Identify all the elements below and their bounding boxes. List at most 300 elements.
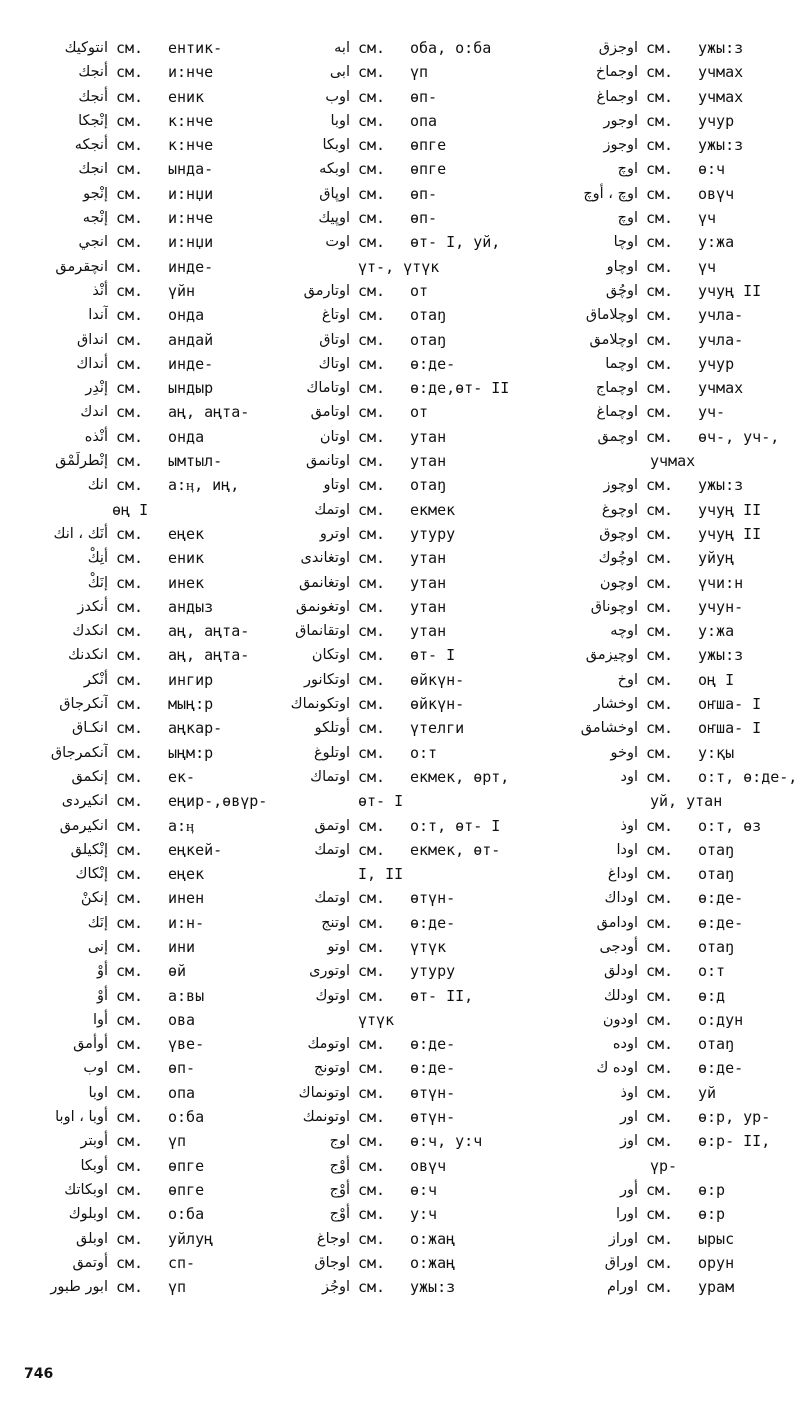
reference-target: у:ч [410, 1205, 438, 1224]
arabic-headword: اوتاماك [306, 380, 350, 397]
see-reference-label: см. [116, 1180, 144, 1199]
dictionary-entry [4, 85, 254, 109]
see-reference-label: см. [646, 1010, 674, 1029]
dictionary-entry [562, 1032, 802, 1056]
reference-target: ө:де- [410, 1035, 456, 1054]
reference-target: учуң II [698, 281, 762, 300]
arabic-headword: أور [619, 1181, 638, 1198]
dictionary-entry [272, 1032, 542, 1056]
dictionary-entry [562, 814, 802, 838]
arabic-headword: اوراز [608, 1230, 638, 1247]
see-reference-label: см. [358, 63, 386, 82]
see-reference-label: см. [116, 330, 144, 349]
arabic-headword: اوتانمق [306, 453, 350, 470]
arabic-headword: اوج [329, 1133, 350, 1150]
dictionary-entry [562, 984, 802, 1008]
arabic-headword: اوتاق [319, 331, 350, 348]
see-reference-label: см. [358, 937, 386, 956]
see-reference-label: см. [646, 622, 674, 641]
see-reference-label: см. [646, 306, 674, 325]
dictionary-entry [4, 862, 254, 886]
dictionary-entry [562, 1251, 802, 1275]
arabic-headword: اوت [325, 234, 350, 251]
dictionary-entry [272, 1251, 542, 1275]
see-reference-label: см. [358, 184, 386, 203]
see-reference-label: см. [646, 597, 674, 616]
reference-target: ө:р- II, [698, 1132, 771, 1151]
entry-continuation: уй, утан [650, 792, 723, 811]
see-reference-label: см. [116, 257, 144, 276]
arabic-headword: أوبتر [80, 1133, 108, 1150]
reference-target: инек [168, 573, 205, 592]
dictionary-entry [562, 546, 802, 570]
arabic-headword: اوتاك [318, 355, 350, 372]
entry-continuation: I, II [358, 865, 404, 884]
reference-target: отаŋ [698, 937, 735, 956]
dictionary-entry [562, 1056, 802, 1080]
reference-target: уч- [698, 403, 726, 422]
reference-target: учур [698, 354, 735, 373]
arabic-headword: اوخشامق [580, 720, 638, 737]
dictionary-entry [4, 959, 254, 983]
arabic-headword: إنى [87, 938, 108, 955]
reference-target: ужы:з [698, 39, 744, 57]
see-reference-label: см. [646, 160, 674, 179]
dictionary-entry [562, 692, 802, 716]
dictionary-entry [562, 595, 802, 619]
dictionary-entry [4, 255, 254, 279]
see-reference-label: см. [116, 767, 144, 786]
see-reference-label: см. [116, 184, 144, 203]
see-reference-label: см. [116, 1035, 144, 1054]
dictionary-entry [4, 425, 254, 449]
dictionary-entry [562, 765, 802, 789]
reference-target: ө:р, ур- [698, 1108, 771, 1127]
reference-target: утан [410, 622, 447, 641]
see-reference-label: см. [646, 865, 674, 884]
arabic-headword: اوتكونماك [290, 696, 350, 713]
reference-target: оба, о:ба [410, 39, 492, 57]
arabic-headword: إنْكاك [75, 866, 108, 883]
dictionary-entry [562, 1202, 802, 1226]
arabic-headword: اوچماغ [596, 404, 638, 421]
dictionary-entry [272, 546, 542, 570]
arabic-headword: اوچوغ [601, 501, 638, 518]
see-reference-label: см. [646, 1035, 674, 1054]
arabic-headword: اوچلامق [589, 331, 638, 348]
see-reference-label: см. [116, 427, 144, 446]
see-reference-label: см. [646, 63, 674, 82]
arabic-headword: أوْ [96, 987, 108, 1004]
arabic-headword: أوتلكو [314, 720, 350, 737]
dictionary-entry [4, 1129, 254, 1153]
reference-target: ырыс [698, 1229, 735, 1248]
see-reference-label: см. [646, 670, 674, 689]
arabic-headword: إنَك [87, 914, 108, 931]
dictionary-entry [272, 814, 542, 838]
see-reference-label: см. [116, 962, 144, 981]
see-reference-label: см. [116, 379, 144, 398]
see-reference-label: см. [646, 937, 674, 956]
see-reference-label: см. [116, 306, 144, 325]
arabic-headword: اندك [80, 404, 108, 421]
reference-target: еник [168, 549, 205, 568]
reference-target: о:т, ө:де-, [698, 767, 798, 786]
reference-target: ө:де- [410, 913, 456, 932]
reference-target: оҥша- I [698, 695, 762, 714]
see-reference-label: см. [646, 573, 674, 592]
arabic-headword: اوجاق [314, 1254, 350, 1271]
arabic-headword: اوتوك [315, 987, 350, 1004]
see-reference-label: см. [116, 281, 144, 300]
dictionary-entry [272, 741, 542, 765]
reference-target: опа [410, 111, 438, 130]
reference-target: өп- [410, 184, 438, 203]
arabic-headword: ابور طبور [50, 1279, 108, 1296]
arabic-headword: آنكرجاق [59, 696, 108, 713]
reference-target: инен [168, 889, 205, 908]
reference-target: ымтыл- [168, 452, 223, 471]
reference-target: учуң II [698, 524, 762, 543]
reference-target: өпге [168, 1156, 205, 1175]
see-reference-label: см. [358, 330, 386, 349]
dictionary-entry [272, 692, 542, 716]
entry-continuation: учмах [650, 452, 696, 471]
reference-target: өтүн- [410, 889, 456, 908]
arabic-headword: اوبا [330, 112, 350, 129]
arabic-headword: انكيردى [61, 793, 108, 810]
arabic-headword: اوتارمق [303, 282, 350, 299]
dictionary-entry [4, 60, 254, 84]
reference-target: отаŋ [410, 330, 447, 349]
reference-target: ыңм:р [168, 743, 214, 762]
see-reference-label: см. [646, 184, 674, 203]
reference-target: утуру [410, 962, 456, 981]
see-reference-label: см. [358, 1156, 386, 1175]
arabic-headword: أنكدز [77, 598, 108, 615]
see-reference-label: см. [116, 743, 144, 762]
arabic-headword: انك [87, 477, 108, 494]
see-reference-label: см. [358, 1132, 386, 1151]
dictionary-entry [272, 1081, 542, 1105]
dictionary-entry [4, 328, 254, 352]
dictionary-entry [272, 60, 542, 84]
reference-target: ө:ч [698, 160, 726, 179]
arabic-headword: اوتان [319, 428, 350, 445]
arabic-headword: أوْج [329, 1206, 350, 1223]
reference-target: еңкей- [168, 840, 223, 859]
dictionary-entry [272, 911, 542, 935]
see-reference-label: см. [646, 354, 674, 373]
see-reference-label: см. [358, 646, 386, 665]
see-reference-label: см. [116, 1059, 144, 1078]
dictionary-entry [4, 911, 254, 935]
dictionary-entry [272, 157, 542, 181]
arabic-headword: اوراق [604, 1254, 638, 1271]
reference-target: от [410, 403, 429, 422]
arabic-headword: اوتكانور [303, 671, 350, 688]
see-reference-label: см. [358, 1229, 386, 1248]
reference-target: учун- [698, 597, 744, 616]
reference-target: үп [410, 63, 429, 82]
arabic-headword: أنْذه [84, 428, 108, 445]
see-reference-label: см. [116, 670, 144, 689]
reference-target: өпге [410, 160, 447, 179]
dictionary-entry [562, 133, 802, 157]
dictionary-entry [562, 109, 802, 133]
reference-target: онда [168, 427, 205, 446]
reference-target: ек- [168, 767, 196, 786]
dictionary-entry [4, 692, 254, 716]
reference-target: ужы:з [698, 646, 744, 665]
dictionary-entry [562, 1081, 802, 1105]
see-reference-label: см. [646, 233, 674, 252]
reference-target: ындa- [168, 160, 214, 179]
dictionary-entry [272, 400, 542, 424]
see-reference-label: см. [358, 1108, 386, 1127]
reference-target: өпге [168, 1180, 205, 1199]
dictionary-entry [272, 206, 542, 230]
reference-target: үп [168, 1132, 187, 1151]
dictionary-entry [272, 109, 542, 133]
arabic-headword: اوداغ [607, 866, 638, 883]
see-reference-label: см. [358, 913, 386, 932]
arabic-headword: اوذ [620, 817, 638, 834]
see-reference-label: см. [116, 1253, 144, 1272]
reference-target: екмек, өт- [410, 840, 501, 859]
see-reference-label: см. [358, 476, 386, 495]
arabic-headword: اوتمق [314, 817, 350, 834]
see-reference-label: см. [116, 1108, 144, 1127]
reference-target: отаŋ [698, 865, 735, 884]
see-reference-label: см. [358, 986, 386, 1005]
reference-target: утан [410, 452, 447, 471]
see-reference-label: см. [358, 136, 386, 155]
see-reference-label: см. [358, 87, 386, 106]
see-reference-label: см. [116, 1229, 144, 1248]
dictionary-entry [272, 352, 542, 376]
reference-target: өтүн- [410, 1108, 456, 1127]
arabic-headword: اوتمك [314, 890, 350, 907]
dictionary-entry [272, 1154, 542, 1178]
arabic-headword: اوچيزمق [585, 647, 638, 664]
dictionary-entry [4, 182, 254, 206]
dictionary-entry [272, 595, 542, 619]
dictionary-entry [562, 328, 802, 352]
see-reference-label: см. [646, 1278, 674, 1297]
dictionary-entry [4, 765, 254, 789]
dictionary-entry [272, 182, 542, 206]
dictionary-entry [562, 619, 802, 643]
reference-target: овүч [410, 1156, 447, 1175]
see-reference-label: см. [646, 524, 674, 543]
arabic-headword: إنَكْ [87, 574, 108, 591]
reference-target: еник [168, 87, 205, 106]
dictionary-entry [4, 1056, 254, 1080]
arabic-headword: اوجماغ [596, 88, 638, 105]
arabic-headword: اوچمق [597, 428, 638, 445]
see-reference-label: см. [358, 354, 386, 373]
reference-target: өч-, уч-, [698, 427, 780, 446]
dictionary-entry [4, 571, 254, 595]
see-reference-label: см. [116, 1156, 144, 1175]
reference-target: у:қы [698, 743, 735, 762]
arabic-headword: انكيرمق [59, 817, 108, 834]
see-reference-label: см. [646, 257, 674, 276]
arabic-headword: أوتمق [72, 1254, 108, 1271]
see-reference-label: см. [116, 937, 144, 956]
see-reference-label: см. [646, 39, 674, 57]
reference-target: а:вы [168, 986, 205, 1005]
dictionary-entry [4, 595, 254, 619]
arabic-headword: اوپيك [318, 210, 350, 227]
see-reference-label: см. [116, 476, 144, 495]
see-reference-label: см. [646, 209, 674, 228]
arabic-headword: اوجاغ [316, 1230, 350, 1247]
reference-target: и:нџи [168, 233, 214, 252]
arabic-headword: اوتغونمق [295, 598, 350, 615]
reference-target: отаŋ [698, 1035, 735, 1054]
see-reference-label: см. [358, 111, 386, 130]
see-reference-label: см. [358, 962, 386, 981]
entry-continuation: үтүк [358, 1010, 395, 1029]
dictionary-entry [272, 328, 542, 352]
dictionary-entry [562, 157, 802, 181]
arabic-headword: اوتو [327, 938, 350, 955]
arabic-headword: اوتقانماق [295, 623, 350, 640]
dictionary-entry [562, 279, 802, 303]
arabic-headword: اوبلق [76, 1230, 108, 1247]
arabic-headword: اوچلاماق [585, 307, 638, 324]
dictionary-entry [562, 1105, 802, 1129]
see-reference-label: см. [116, 1205, 144, 1224]
see-reference-label: см. [646, 816, 674, 835]
dictionary-entry [562, 498, 802, 522]
dictionary-entry [562, 1008, 802, 1032]
dictionary-entry [562, 1275, 802, 1299]
reference-target: үтелги [410, 719, 465, 738]
see-reference-label: см. [646, 1083, 674, 1102]
arabic-headword: انداق [77, 331, 108, 348]
reference-target: учуң II [698, 500, 762, 519]
dictionary-entry [272, 668, 542, 692]
dictionary-entry [272, 765, 542, 789]
dictionary-entry [4, 789, 268, 813]
reference-target: уй [698, 1083, 717, 1102]
see-reference-label: см. [646, 549, 674, 568]
dictionary-entry [562, 376, 802, 400]
reference-target: еңек [168, 524, 205, 543]
reference-target: аң, аңта- [168, 622, 250, 641]
see-reference-label: см. [116, 1083, 144, 1102]
reference-target: өт- I, уй, [410, 233, 501, 252]
page-number: 746 [24, 1366, 54, 1382]
dictionary-entry [272, 36, 542, 60]
dictionary-entry [4, 546, 254, 570]
arabic-headword: انكدنك [68, 647, 108, 664]
see-reference-label: см. [646, 136, 674, 155]
see-reference-label: см. [358, 160, 386, 179]
reference-target: ө:р [698, 1205, 726, 1224]
reference-target: өт- II, [410, 986, 474, 1005]
dictionary-entry [272, 473, 542, 497]
arabic-headword: اوب [83, 1060, 108, 1077]
entry-continuation: өң I [112, 500, 149, 519]
dictionary-entry [4, 36, 254, 60]
arabic-headword: أوْج [329, 1157, 350, 1174]
dictionary-entry [562, 425, 802, 449]
arabic-headword: إنْكيلق [70, 841, 108, 858]
arabic-headword: اودا [616, 841, 638, 858]
dictionary-entry [562, 886, 802, 910]
see-reference-label: см. [116, 354, 144, 373]
see-reference-label: см. [646, 427, 674, 446]
dictionary-entry [562, 255, 802, 279]
arabic-headword: اوچوق [599, 525, 638, 542]
reference-target: учмах [698, 63, 744, 82]
arabic-headword: إنكنْ [80, 890, 108, 907]
reference-target: ентик- [168, 39, 223, 57]
reference-target: и:нџи [168, 184, 214, 203]
arabic-headword: اوجور [603, 112, 638, 129]
reference-target: өй [168, 962, 187, 981]
arabic-headword: اوچه [610, 623, 638, 640]
arabic-headword: اوبلوك [68, 1206, 108, 1223]
see-reference-label: см. [646, 1253, 674, 1272]
see-reference-label: см. [358, 695, 386, 714]
see-reference-label: см. [116, 695, 144, 714]
reference-target: онда [168, 306, 205, 325]
see-reference-label: см. [646, 403, 674, 422]
reference-target: о:т, өз [698, 816, 762, 835]
arabic-headword: انتوكيك [64, 40, 108, 56]
reference-target: аң, аңта- [168, 403, 250, 422]
reference-target: өйкүн- [410, 695, 465, 714]
see-reference-label: см. [116, 111, 144, 130]
dictionary-entry [272, 449, 542, 473]
reference-target: өпге [410, 136, 447, 155]
arabic-headword: أنجك [78, 64, 108, 81]
dictionary-entry [4, 668, 254, 692]
arabic-headword: اوتمك [314, 841, 350, 858]
dictionary-entry [272, 1202, 542, 1226]
dictionary-entry [4, 643, 254, 667]
see-reference-label: см. [646, 1132, 674, 1151]
arabic-headword: إنْجكا [78, 112, 108, 129]
dictionary-entry [562, 911, 802, 935]
see-reference-label: см. [116, 913, 144, 932]
arabic-headword: اودلق [604, 963, 638, 980]
see-reference-label: см. [116, 840, 144, 859]
arabic-headword: أوأمق [73, 1036, 108, 1053]
dictionary-entry [4, 1008, 254, 1032]
see-reference-label: см. [646, 379, 674, 398]
arabic-headword: اوتونج [314, 1060, 350, 1077]
dictionary-entry [562, 838, 802, 862]
dictionary-entry [272, 1105, 542, 1129]
arabic-headword: اوبكاتك [64, 1181, 108, 1198]
dictionary-entry [562, 1227, 802, 1251]
arabic-headword: انكـاق [72, 720, 108, 737]
dictionary-entry [4, 1105, 254, 1129]
see-reference-label: см. [358, 1205, 386, 1224]
arabic-headword: أنجكه [74, 137, 108, 154]
dictionary-entry [272, 498, 542, 522]
arabic-headword: اوچُوك [598, 550, 638, 567]
see-reference-label: см. [646, 840, 674, 859]
dictionary-entry [562, 206, 802, 230]
arabic-headword: اوتامق [310, 404, 350, 421]
